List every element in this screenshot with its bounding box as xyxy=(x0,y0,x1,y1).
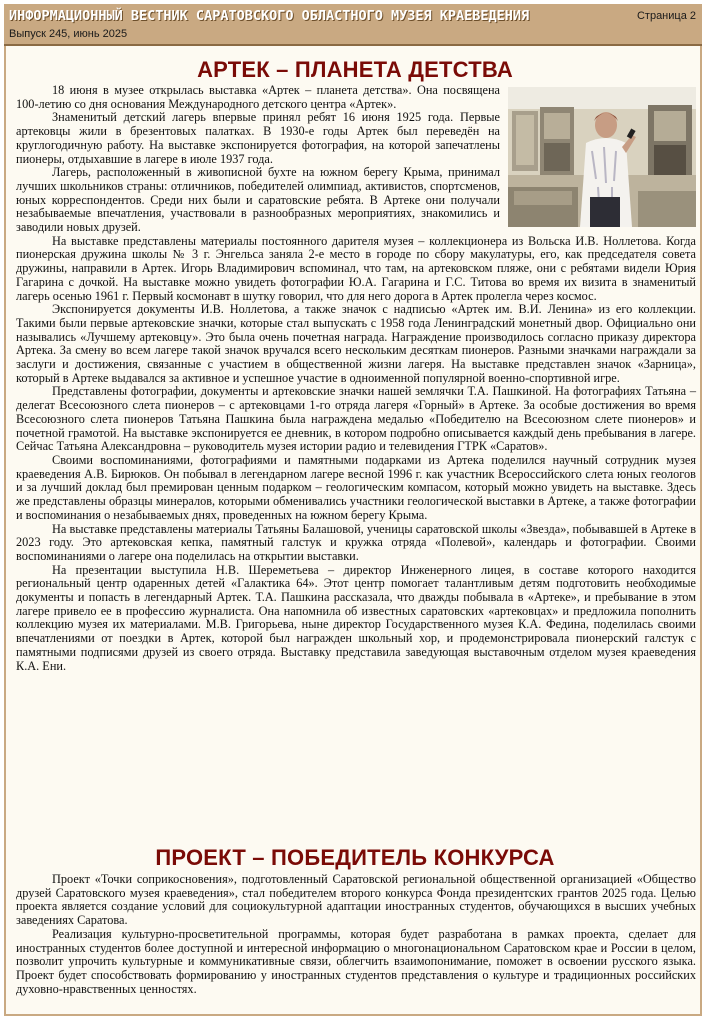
issue-number: Выпуск 245, июнь 2025 xyxy=(9,28,128,40)
article-body-project xyxy=(16,873,696,996)
article-paragraph: Экспонируется документы И.В. Ноллетова, а также значок с надписью «Артек им. В.И. Ленина» из его коллекции. Такими были первые артековские значки, которые стал выпускать с 1958 года Ленинградский монетный двор. Официально они назывались «Лучшему артековцу». Это была очень почетная награда. Награждение производилось согласно приказу директора Артека. За смену во всем лагере такой значок вручался всего нескольким десяткам пионеров. Разными значками награждали за заслуги и достижения, связанные с участием в общественной жизни лагеря. На выставке представлен значок «Зарница», который в Артеке выдавался за активное и успешное участие в одноименной популярной военно-спортивной игре. xyxy=(16,302,696,385)
speaker-photo-image xyxy=(508,87,696,227)
article-paragraph: На выставке представлены материалы постоянного дарителя музея – коллекционера из Вольска И.В. Ноллетова. Когда пионерская дружина школы № 3 г. Энгельса заняла 2-е место в городе по сбору макулатуры, его, как председателя совета дружины, направили в Артек. Игорь Владимирович вспоминал, что там, на артековском пляже, они с ребятами видели Юрия Гагарина с дочкой. На выставке можно увидеть фотографии Ю.А. Гагарина и Г.С. Титова во время их визита в знаменитый лагерь осенью 1961 г. Первый космонавт в шутку говорил, что для него дорога в Артек пролегла через космос. xyxy=(16,233,696,303)
article-paragraph: 18 июня в музее открылась выставка «Артек – планета детства». Она посвящена 100-летию со дня основания Международного детского центра «Артек». xyxy=(16,83,500,111)
article-paragraph: Знаменитый детский лагерь впервые принял ребят 16 июня 1925 года. Первые артековцы жили в брезентовых палатках. В 1930-е годы Артек был переведён на круглогодичную работу. На выставке экспонируется фотография, на которой запечатлены пионеры, отдыхавшие в лагере в июле 1937 года. xyxy=(16,110,500,166)
newsletter-header xyxy=(4,4,702,46)
article-paragraph: Представлены фотографии, документы и артековские значки нашей землячки Т.А. Пашкиной. На фотографиях Татьяна – делегат Всесоюзного слета пионеров – с артековцами 1-го отряда лагеря «Горный» в Артеке. За особые достижения во время Всесоюзного слета пионеров Татьяна Пашкина была награждена медалью «Победителю на Всесоюзном слете пионеров» и почетной грамотой. На выставке экспонируется ее дневник, в котором подробно описывается каждый день пребывания в лагере. Сейчас Татьяна Александровна – руководитель музея истории радио и телевидения ГТРК «Саратов». xyxy=(16,384,696,454)
article-paragraph: Реализация культурно-просветительной программы, которая будет разработана в рамках проекта, сделает для иностранных студентов более доступной и интересной информацию о многонациональном Саратовском крае и России в целом, позволит упрочить культурные и коммуникативные связи, облегчить взаимопонимание, поможет в освоении русского языка. Проект будет способствовать формированию у иностранных студентов представления о культуре и традиционных российских духовно-нравственных ценностях. xyxy=(16,926,696,996)
article-paragraph: На презентации выступила Н.В. Шереметьева – директор Инженерного лицея, в составе которого находится региональный центр одаренных детей «Галактика 64». Этот центр помогает талантливым детям подготовить необходимые документы и попасть в легендарный Артек. Т.А. Пашкина рассказала, что дважды побывала в «Артеке», и пребывание в этом лагере привело ее в профессию журналиста. Она напомнила об известных саратовских «артековцах» и предложила пополнить коллекцию музея их материалами. М.В. Григорьева, ныне директор Государственного музея К.А. Федина, поделилась своими впечатлениями от поездки в Артек, которой был награжден школьный хор, и продемонстрировала пионерский галстук с памятными подписями друзей из своего отряда. Выставку представила заведующая выставочным отделом музея краеведения К.А. Ени. xyxy=(16,562,696,673)
newsletter-title: ИНФОРМАЦИОННЫЙ ВЕСТНИК САРАТОВСКОГО ОБЛАСТНОГО МУЗЕЯ КРАЕВЕДЕНИЯ xyxy=(9,8,530,24)
page-content xyxy=(4,46,702,1016)
article-paragraph: Проект «Точки соприкосновения», подготовленный Саратовской региональной общественной организацией «Общество друзей Саратовского музея краеведения», стал победителем второго конкурса Фонда президентских грантов 2025 года. Целью проекта является создание условий для социокультурной адаптации иностранных студентов, обучающихся в высших учебных заведениях Саратова. xyxy=(16,872,696,928)
article-paragraph: На выставке представлены материалы Татьяны Балашовой, ученицы саратовской школы «Звезда», побывавшей в Артеке в 2023 году. Это артековская кепка, памятный галстук и кружка отряда «Полевой», календарь и фотографии. Своими воспоминаниями о лагере она поделилась на открытии выставки. xyxy=(16,521,696,563)
exhibition-photo xyxy=(508,87,696,227)
article-headline-project: ПРОЕКТ – ПОБЕДИТЕЛЬ КОНКУРСА xyxy=(155,845,555,870)
page-number: Страница 2 xyxy=(636,10,696,22)
article-headline-artek: АРТЕК – ПЛАНЕТА ДЕТСТВА xyxy=(197,57,513,82)
article-body-artek xyxy=(16,84,696,673)
article-paragraph: Лагерь, расположенный в живописной бухте на южном берегу Крыма, принимал лучших школьников страны: отличников, победителей олимпиад, активистов, спортсменов, юных корреспондентов. Среди них были и саратовские ребята. В Артеке они получали незабываемые впечатления, участвовали в разнообразных мероприятиях, знакомились и заводили новых друзей. xyxy=(16,165,500,235)
article-paragraph: Своими воспоминаниями, фотографиями и памятными подарками из Артека поделился научный сотрудник музея краеведения А.В. Бирюков. Он побывал в легендарном лагере весной 1996 г. как участник Всероссийского слета юных геологов и за лучший доклад был премирован ценным подарком – геологическим компасом, который можно увидеть на выставке. Здесь же представлены образцы минералов, которыми обменивались участники геологической выставки в Артеке, а также фотографии и воспоминания о незабываемых днях, проведенных на южном берегу Крыма. xyxy=(16,452,696,522)
